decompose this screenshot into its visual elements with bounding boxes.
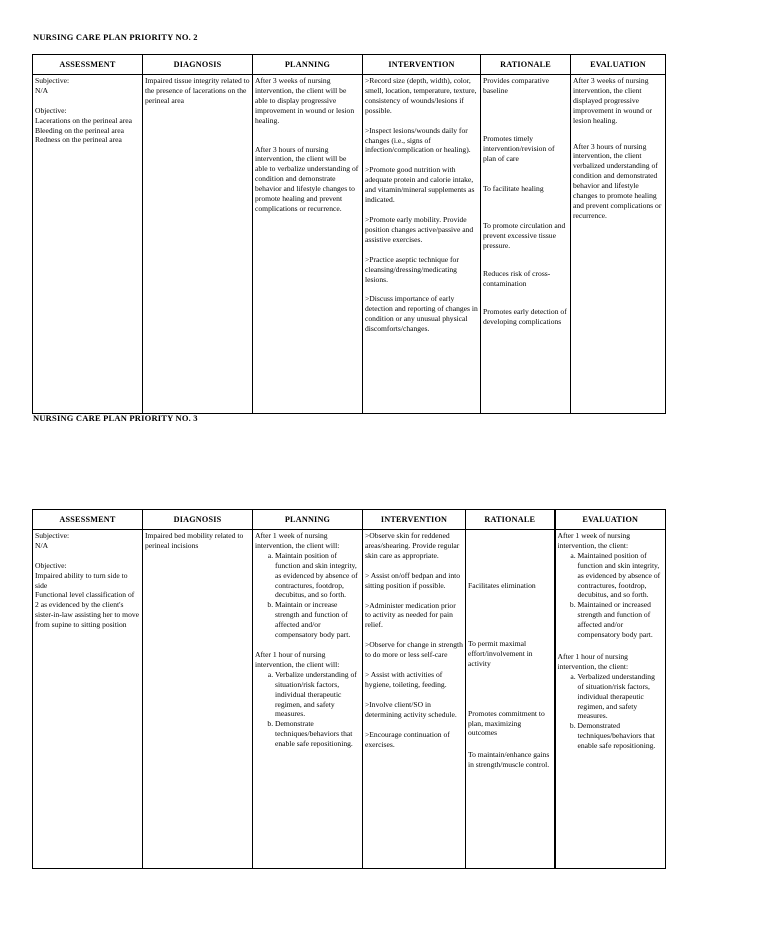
evaluation-item: After 3 hours of nursing intervention, the client verbalized understanding of condition and demonstrated behavior and lifestyle changes to promote healing and prevent complications or recurrence. — [573, 141, 662, 220]
plan2-title: NURSING CARE PLAN PRIORITY NO. 2 — [33, 32, 198, 42]
evaluation-list — [558, 551, 664, 640]
evaluation-item: After 3 weeks of nursing intervention, the client displayed progressive improvement in wound or lesion healing. — [573, 76, 653, 125]
intervention-item: >Encourage continuation of exercises. — [365, 729, 450, 749]
planning-intro: After 1 hour of nursing intervention, the client will: — [255, 649, 340, 669]
planning-list-item: a. Maintain position of function and skin integrity, as evidenced by absence of contractures, footdrop, decubitus, and so forth. — [275, 551, 360, 601]
header-intervention: INTERVENTION — [363, 510, 466, 530]
evaluation-list — [558, 672, 664, 751]
planning-goal: After 3 hours of nursing intervention, the client will be able to verbalize understanding of condition and demonstrate behavior and lifestyle changes to promote healing and prevent complications or recurrence. — [255, 144, 359, 213]
planning-cell — [253, 75, 363, 414]
intervention-item: >Administer medication prior to activity as needed for pain relief. — [365, 600, 456, 630]
intervention-item: > Assist on/off bedpan and into sitting position if possible. — [365, 570, 461, 590]
header-evaluation: EVALUATION — [555, 510, 666, 530]
rationale-item: To maintain/enhance gains in strength/muscle control. — [468, 750, 550, 770]
diagnosis-cell — [143, 530, 253, 869]
header-planning: PLANNING — [253, 510, 363, 530]
header-assessment: ASSESSMENT — [33, 55, 143, 75]
intervention-item: >Discuss importance of early detection and reporting of changes in condition or any unusual physical discomforts/changes. — [365, 294, 478, 334]
assessment-text: Subjective: N/A Objective: Impaired ability to turn side to side Functional level classification of 2 as evidenced by the client's sister-in-law assisting her to move from supine to sitting position — [35, 531, 140, 630]
care-plan-table-priority-2 — [32, 54, 666, 414]
intervention-item: >Observe skin for reddened areas/shearing. Provide regular skin care as appropriate. — [365, 531, 460, 560]
planning-intro: After 1 week of nursing intervention, the client will: — [255, 531, 340, 550]
evaluation-intro: After 1 week of nursing intervention, the client: — [557, 531, 631, 550]
planning-list-item: b. Maintain or increase strength and function of affected and/or compensatory body part. — [275, 600, 360, 640]
rationale-item: Facilitates elimination — [468, 581, 536, 590]
header-intervention: INTERVENTION — [363, 55, 481, 75]
diagnosis-text: Impaired tissue integrity related to the presence of lacerations on the perineal area — [145, 76, 250, 105]
planning-list-item: b. Demonstrate techniques/behaviors that enable safe repositioning. — [275, 719, 360, 749]
header-rationale: RATIONALE — [466, 510, 555, 530]
evaluation-list-item: b. Demonstrated techniques/behaviors that enable safe repositioning. — [578, 721, 664, 751]
rationale-cell — [466, 530, 555, 869]
diagnosis-cell — [143, 75, 253, 414]
header-assessment: ASSESSMENT — [33, 510, 143, 530]
rationale-item: To permit maximal effort/involvement in activity — [468, 638, 533, 668]
assessment-text: Subjective: N/A Objective: Lacerations on the perineal area Bleeding on the perineal area Redness on the perineal area — [35, 76, 132, 145]
rationale-item: Reduces risk of cross-contamination — [483, 269, 551, 289]
intervention-item: >Observe for change in strength to do more or less self-care — [365, 640, 463, 660]
header-evaluation: EVALUATION — [571, 55, 666, 75]
header-diagnosis: DIAGNOSIS — [143, 510, 253, 530]
rationale-item: To facilitate healing — [483, 183, 544, 193]
rationale-item: Promotes timely intervention/revision of plan of care — [483, 133, 555, 163]
intervention-cell — [363, 530, 466, 869]
planning-list-item: a. Verbalize understanding of situation/risk factors, individual therapeutic regimen, and safety measures. — [275, 670, 360, 720]
rationale-item: To promote circulation and prevent excessive tissue pressure. — [483, 221, 566, 251]
evaluation-list-item: b. Maintained or increased strength and function of affected and/or compensatory body part. — [578, 600, 664, 640]
evaluation-cell — [571, 75, 666, 414]
intervention-item: >Record size (depth, width), color, smell, location, temperature, texture, consistency of wounds/lesions if possible. — [365, 76, 477, 115]
assessment-cell — [33, 530, 143, 869]
rationale-item: Promotes commitment to plan, maximizing outcomes — [468, 708, 545, 738]
plan3-title: NURSING CARE PLAN PRIORITY NO. 3 — [33, 413, 198, 423]
evaluation-list-item: a. Maintained position of function and skin integrity, as evidenced by absence of contractures, footdrop, decubitus, and so forth. — [578, 551, 664, 601]
intervention-item: >Inspect lesions/wounds daily for changes (i.e., signs of infection/complication or healing). — [365, 125, 471, 155]
intervention-cell — [363, 75, 481, 414]
intervention-item: > Assist with activities of hygiene, toileting, feeding. — [365, 670, 447, 689]
header-rationale: RATIONALE — [481, 55, 571, 75]
planning-list — [255, 551, 360, 640]
evaluation-cell — [555, 530, 666, 869]
intervention-item: >Practice aseptic technique for cleansing/dressing/medicating lesions. — [365, 254, 459, 284]
intervention-item: >Promote early mobility. Provide position changes active/passive and assistive exercises. — [365, 214, 474, 244]
assessment-cell — [33, 75, 143, 414]
planning-cell — [253, 530, 363, 869]
care-plan-table-priority-3 — [32, 509, 666, 869]
planning-list — [255, 670, 360, 749]
evaluation-list-item: a. Verbalized understanding of situation/risk factors, individual therapeutic regimen, and safety measures. — [578, 672, 664, 722]
diagnosis-text: Impaired bed mobility related to perineal incisions — [145, 531, 244, 550]
header-planning: PLANNING — [253, 55, 363, 75]
header-diagnosis: DIAGNOSIS — [143, 55, 253, 75]
rationale-item: Promotes early detection of developing complications — [483, 306, 567, 326]
rationale-item: Provides comparative baseline — [483, 76, 550, 95]
rationale-cell — [481, 75, 571, 414]
evaluation-intro: After 1 hour of nursing intervention, the client: — [557, 651, 629, 671]
planning-goal: After 3 weeks of nursing intervention, the client will be able to display progressive improvement in wound or lesion healing. — [255, 76, 355, 125]
intervention-item: >Involve client/SO in determining activity schedule. — [365, 699, 457, 719]
intervention-item: >Promote good nutrition with adequate protein and calorie intake, and vitamin/mineral supplements as indicated. — [365, 165, 475, 205]
